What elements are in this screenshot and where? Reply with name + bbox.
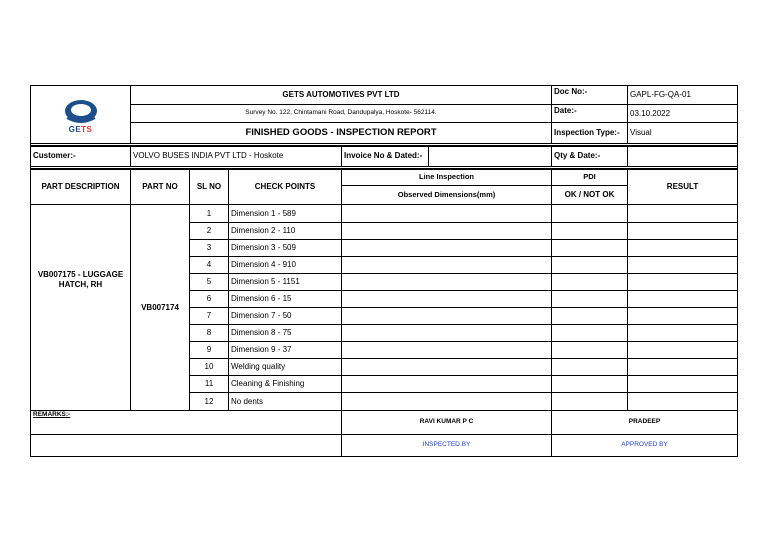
customer-value: VOLVO BUSES INDIA PVT LTD - Hoskote (133, 151, 284, 160)
sl-no-cell: 8 (206, 328, 212, 337)
check-point-cell: Welding quality (231, 362, 286, 371)
qty-date-label: Qty & Date:- (554, 151, 601, 160)
inspection-type-label: Inspection Type:- (554, 128, 620, 137)
col-ok-not-ok: OK / NOT OK (564, 190, 615, 199)
part-description-cell: VB007175 - LUGGAGE HATCH, RH (37, 270, 124, 289)
sl-no-cell: 7 (206, 311, 212, 320)
check-point-cell: No dents (231, 396, 264, 406)
invoice-value (429, 146, 551, 166)
check-point-cell: Dimension 1 - 589 (231, 208, 296, 218)
inspection-report-sheet (30, 85, 738, 457)
approver-name: PRADEEP (628, 418, 661, 426)
col-result: RESULT (666, 181, 699, 191)
check-point-cell: Dimension 6 - 15 (231, 294, 292, 303)
date-value: 03.10.2022 (630, 108, 671, 118)
sl-no-cell: 9 (206, 345, 212, 354)
company-name: GETS AUTOMOTIVES PVT LTD (282, 90, 400, 99)
check-point-cell: Dimension 3 - 509 (231, 243, 296, 252)
qty-date-value (628, 146, 737, 166)
sl-no-cell: 2 (206, 226, 212, 235)
sl-no-cell: 6 (206, 294, 212, 303)
col-part-description: PART DESCRIPTION (41, 181, 120, 191)
sl-no-cell: 11 (204, 379, 214, 388)
sl-no-cell: 4 (206, 260, 212, 269)
check-point-cell: Cleaning & Finishing (231, 379, 305, 388)
check-point-cell: Dimension 8 - 75 (231, 328, 292, 337)
doc-no-label: Doc No:- (554, 87, 588, 96)
doc-no-value: GAPL-FG-QA-01 (630, 90, 691, 99)
col-observed-dimensions: Observed Dimensions(mm) (397, 190, 496, 200)
remarks-label: REMARKS:- (33, 411, 71, 418)
check-point-cell: Dimension 7 - 50 (231, 311, 292, 320)
company-address: Survey No. 122, Chintamani Road, Dandupalya, Hoskote- 562114. (245, 109, 437, 117)
report-title: FINISHED GOODS - INSPECTION REPORT (245, 127, 437, 139)
date-label: Date:- (554, 106, 577, 115)
col-check-points: CHECK POINTS (254, 181, 316, 191)
inspection-type-value: Visual (630, 128, 652, 137)
col-pdi: PDI (583, 172, 596, 182)
check-point-cell: Dimension 2 - 110 (231, 226, 296, 235)
check-point-cell: Dimension 5 - 1151 (231, 277, 300, 286)
approved-by-label: APPROVED BY (621, 441, 668, 449)
inspected-by-label: INSPECTED BY (422, 441, 471, 449)
sl-no-cell: 5 (206, 277, 212, 286)
invoice-label: Invoice No & Dated:- (344, 151, 423, 160)
sl-no-cell: 1 (206, 208, 212, 218)
sl-no-cell: 12 (204, 396, 214, 406)
col-sl-no: SL NO (196, 181, 222, 191)
customer-label: Customer:- (33, 151, 76, 160)
col-part-no: PART NO (142, 181, 178, 191)
inspector-name: RAVI KUMAR P C (419, 418, 474, 426)
col-line-inspection: Line Inspection (418, 172, 474, 182)
check-point-cell: Dimension 9 - 37 (231, 345, 292, 354)
part-no-cell: VB007174 (141, 302, 179, 312)
company-logo: GETS (31, 86, 130, 143)
sl-no-cell: 10 (204, 362, 214, 371)
sl-no-cell: 3 (206, 243, 212, 252)
check-point-cell: Dimension 4 - 910 (231, 260, 296, 269)
